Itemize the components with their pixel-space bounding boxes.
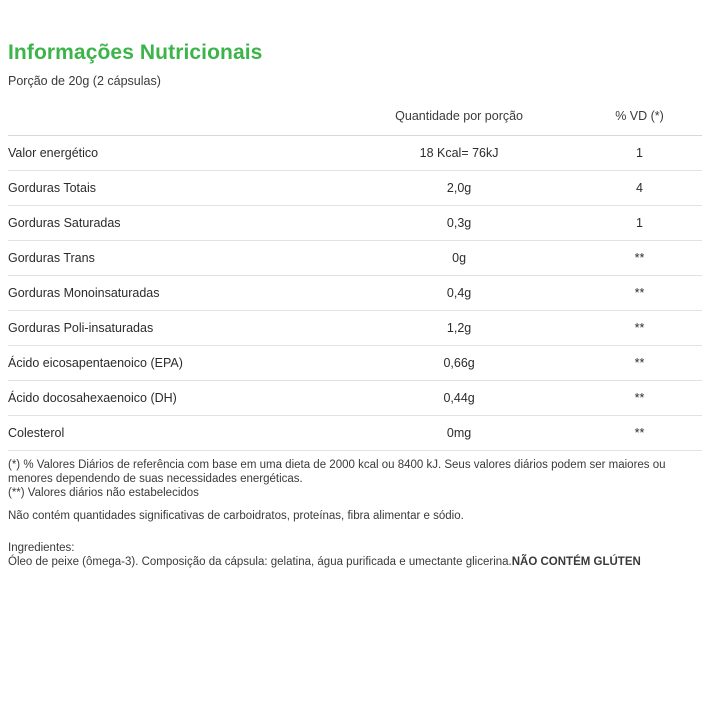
footnote-insignificant-amounts: Não contém quantidades significativas de carboidratos, proteínas, fibra alimentar e sódio. — [8, 510, 464, 523]
column-header-daily-value: % VD (*) — [577, 103, 702, 136]
nutrient-daily-value: ** — [577, 311, 702, 346]
nutrient-amount: 0mg — [341, 416, 577, 451]
nutrient-amount: 2,0g — [341, 171, 577, 206]
nutrition-table-body — [8, 136, 702, 451]
column-header-nutrient — [8, 103, 341, 136]
serving-size: Porção de 20g (2 cápsulas) — [8, 74, 161, 89]
nutrient-name: Valor energético — [8, 136, 341, 171]
table-header-row — [8, 103, 702, 136]
footnotes — [8, 459, 702, 523]
nutrient-name: Gorduras Poli-insaturadas — [8, 311, 341, 346]
table-row — [8, 346, 702, 381]
nutrient-daily-value: ** — [577, 381, 702, 416]
nutrient-amount: 18 Kcal= 76kJ — [341, 136, 577, 171]
table-row — [8, 311, 702, 346]
nutrient-name: Ácido docosahexaenoico (DH) — [8, 381, 341, 416]
nutrient-amount: 0,66g — [341, 346, 577, 381]
nutrient-amount: 0,3g — [341, 206, 577, 241]
nutrition-table — [8, 103, 702, 451]
nutrient-name: Gorduras Monoinsaturadas — [8, 276, 341, 311]
ingredients-body: Óleo de peixe (ômega-3). Composição da cápsula: gelatina, água purificada e umectante glicerina. — [8, 555, 512, 568]
nutrient-daily-value: ** — [577, 241, 702, 276]
footnote-daily-values: (*) % Valores Diários de referência com base em uma dieta de 2000 kcal ou 8400 kJ. Seus valores diários podem ser maiores ou menores dependendo de suas necessidades energéticas. — [8, 459, 666, 485]
nutrient-daily-value: ** — [577, 416, 702, 451]
page-title: Informações Nutricionais — [8, 41, 263, 64]
ingredients-section — [8, 542, 702, 569]
nutrient-amount: 0,44g — [341, 381, 577, 416]
table-row — [8, 381, 702, 416]
nutrition-table-head — [8, 103, 702, 136]
nutrient-daily-value: 4 — [577, 171, 702, 206]
nutrient-name: Ácido eicosapentaenoico (EPA) — [8, 346, 341, 381]
nutrient-amount: 0g — [341, 241, 577, 276]
table-row — [8, 171, 702, 206]
table-row — [8, 136, 702, 171]
nutrient-daily-value: 1 — [577, 136, 702, 171]
nutrient-name: Gorduras Trans — [8, 241, 341, 276]
nutrient-name: Gorduras Saturadas — [8, 206, 341, 241]
ingredients-label: Ingredientes: — [8, 541, 75, 554]
column-header-amount: Quantidade por porção — [341, 103, 577, 136]
nutrient-amount: 0,4g — [341, 276, 577, 311]
gluten-free-note: NÃO CONTÉM GLÚTEN — [511, 555, 641, 568]
table-row — [8, 241, 702, 276]
table-row — [8, 416, 702, 451]
nutrient-daily-value: ** — [577, 276, 702, 311]
nutrient-daily-value: 1 — [577, 206, 702, 241]
table-row — [8, 276, 702, 311]
footnote-not-established: (**) Valores diários não estabelecidos — [8, 486, 199, 499]
nutrient-daily-value: ** — [577, 346, 702, 381]
ingredients-text — [8, 556, 702, 569]
nutrient-amount: 1,2g — [341, 311, 577, 346]
nutrient-name: Gorduras Totais — [8, 171, 341, 206]
table-row — [8, 206, 702, 241]
nutrient-name: Colesterol — [8, 416, 341, 451]
